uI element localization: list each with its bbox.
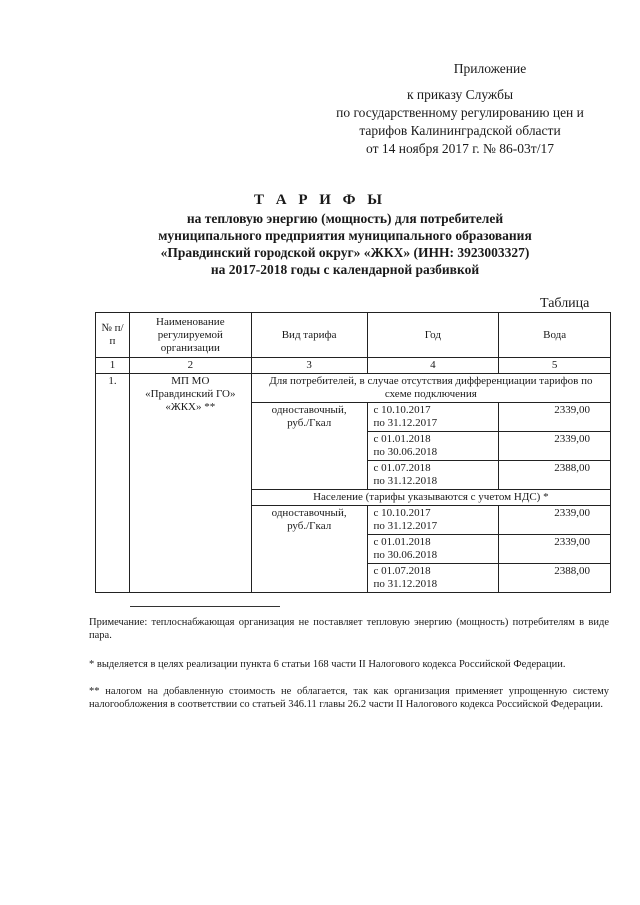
period-cell: [367, 432, 499, 461]
subtitle-line-2: муниципального предприятия муниципального образования: [158, 228, 532, 243]
tariff-value: 2339,00: [499, 432, 611, 461]
appendix-label: Приложение: [453, 61, 527, 76]
period-to: по 31.12.2018: [373, 475, 438, 487]
period-to: по 31.12.2017: [373, 417, 438, 429]
tariff-table: [95, 312, 611, 593]
group-title-consumers: Для потребителей, в случае отсутствия дифференциации тарифов по схеме подключения: [251, 374, 610, 403]
tariff-value: 2339,00: [499, 506, 611, 535]
organization-line-3: «ЖКХ» **: [165, 401, 216, 413]
period-from: с 01.07.2018: [373, 565, 431, 577]
organization-line-1: МП МО: [171, 375, 210, 387]
tariff-value: 2388,00: [499, 461, 611, 490]
column-number: 3: [251, 358, 367, 374]
period-to: по 30.06.2018: [373, 549, 438, 561]
order-line-1: к приказу Службы: [406, 87, 514, 102]
subtitle-line-3: «Правдинский городской округ» «ЖКХ» (ИНН: 3923003327): [160, 245, 530, 260]
period-from: с 10.10.2017: [373, 507, 431, 519]
tariff-type-cell: [251, 506, 367, 593]
tariff-value: 2339,00: [499, 535, 611, 564]
tariff-type-line-1: одноставочный,: [271, 404, 347, 416]
order-line-2: по государственному регулированию цен и: [336, 105, 584, 120]
order-line-3: тарифов Калининградской области: [359, 123, 561, 138]
note-paragraph: Примечание: теплоснабжающая организация не поставляет тепловую энергию (мощность) потребителям в виде пара.: [89, 617, 609, 641]
period-from: с 01.01.2018: [373, 433, 431, 445]
column-number: 5: [499, 358, 611, 374]
header-cell-number: № п/п: [96, 313, 130, 358]
period-to: по 31.12.2017: [373, 520, 438, 532]
table-header-row: [96, 313, 611, 358]
tariff-type-cell: [251, 403, 367, 490]
organization-cell: [129, 374, 251, 593]
column-number: 1: [96, 358, 130, 374]
period-to: по 30.06.2018: [373, 446, 438, 458]
table-row: [96, 374, 611, 403]
column-number: 2: [129, 358, 251, 374]
header-cell-organization: Наименование регулируемой организации: [129, 313, 251, 358]
subtitle-line-1: на тепловую энергию (мощность) для потребителей: [186, 211, 504, 226]
appendix-header: [300, 60, 620, 78]
footnote-vat-included: * выделяется в целях реализации пункта 6 статьи 168 части II Налогового кодекса Российской Федерации.: [89, 659, 566, 670]
subtitle-line-4: на 2017-2018 годы с календарной разбивкой: [210, 262, 480, 277]
period-from: с 10.10.2017: [373, 404, 431, 416]
order-line-4: от 14 ноября 2017 г. № 86-03т/17: [366, 141, 554, 156]
period-cell: [367, 564, 499, 593]
period-cell: [367, 506, 499, 535]
header-cell-tariff-type: Вид тарифа: [251, 313, 367, 358]
group-title-population: Население (тарифы указываются с учетом НДС) *: [251, 490, 610, 506]
period-cell: [367, 535, 499, 564]
order-reference: [300, 86, 620, 158]
notes-divider: [130, 606, 280, 607]
period-cell: [367, 403, 499, 432]
footnote-vat-exempt: ** налогом на добавленную стоимость не облагается, так как организация применяет упрощенную систему налогообложения в соответствии со статьей 346.11 главы 26.2 части II Налогового кодекса Российской Федерации.: [89, 686, 609, 710]
document-subtitle: [110, 210, 580, 278]
organization-line-2: «Правдинский ГО»: [145, 388, 236, 400]
tariff-value: 2388,00: [499, 564, 611, 593]
table-caption: Таблица: [540, 296, 590, 311]
column-number: 4: [367, 358, 499, 374]
period-cell: [367, 461, 499, 490]
period-from: с 01.01.2018: [373, 536, 431, 548]
tariff-type-line-1: одноставочный,: [271, 507, 347, 519]
document-title: Т А Р И Ф Ы: [253, 192, 387, 208]
tariff-value: 2339,00: [499, 403, 611, 432]
row-number: 1.: [96, 374, 130, 593]
column-number-row: [96, 358, 611, 374]
header-cell-water: Вода: [499, 313, 611, 358]
header-cell-year: Год: [367, 313, 499, 358]
period-to: по 31.12.2018: [373, 578, 438, 590]
tariff-type-line-2: руб./Гкал: [287, 520, 332, 532]
period-from: с 01.07.2018: [373, 462, 431, 474]
tariff-type-line-2: руб./Гкал: [287, 417, 332, 429]
